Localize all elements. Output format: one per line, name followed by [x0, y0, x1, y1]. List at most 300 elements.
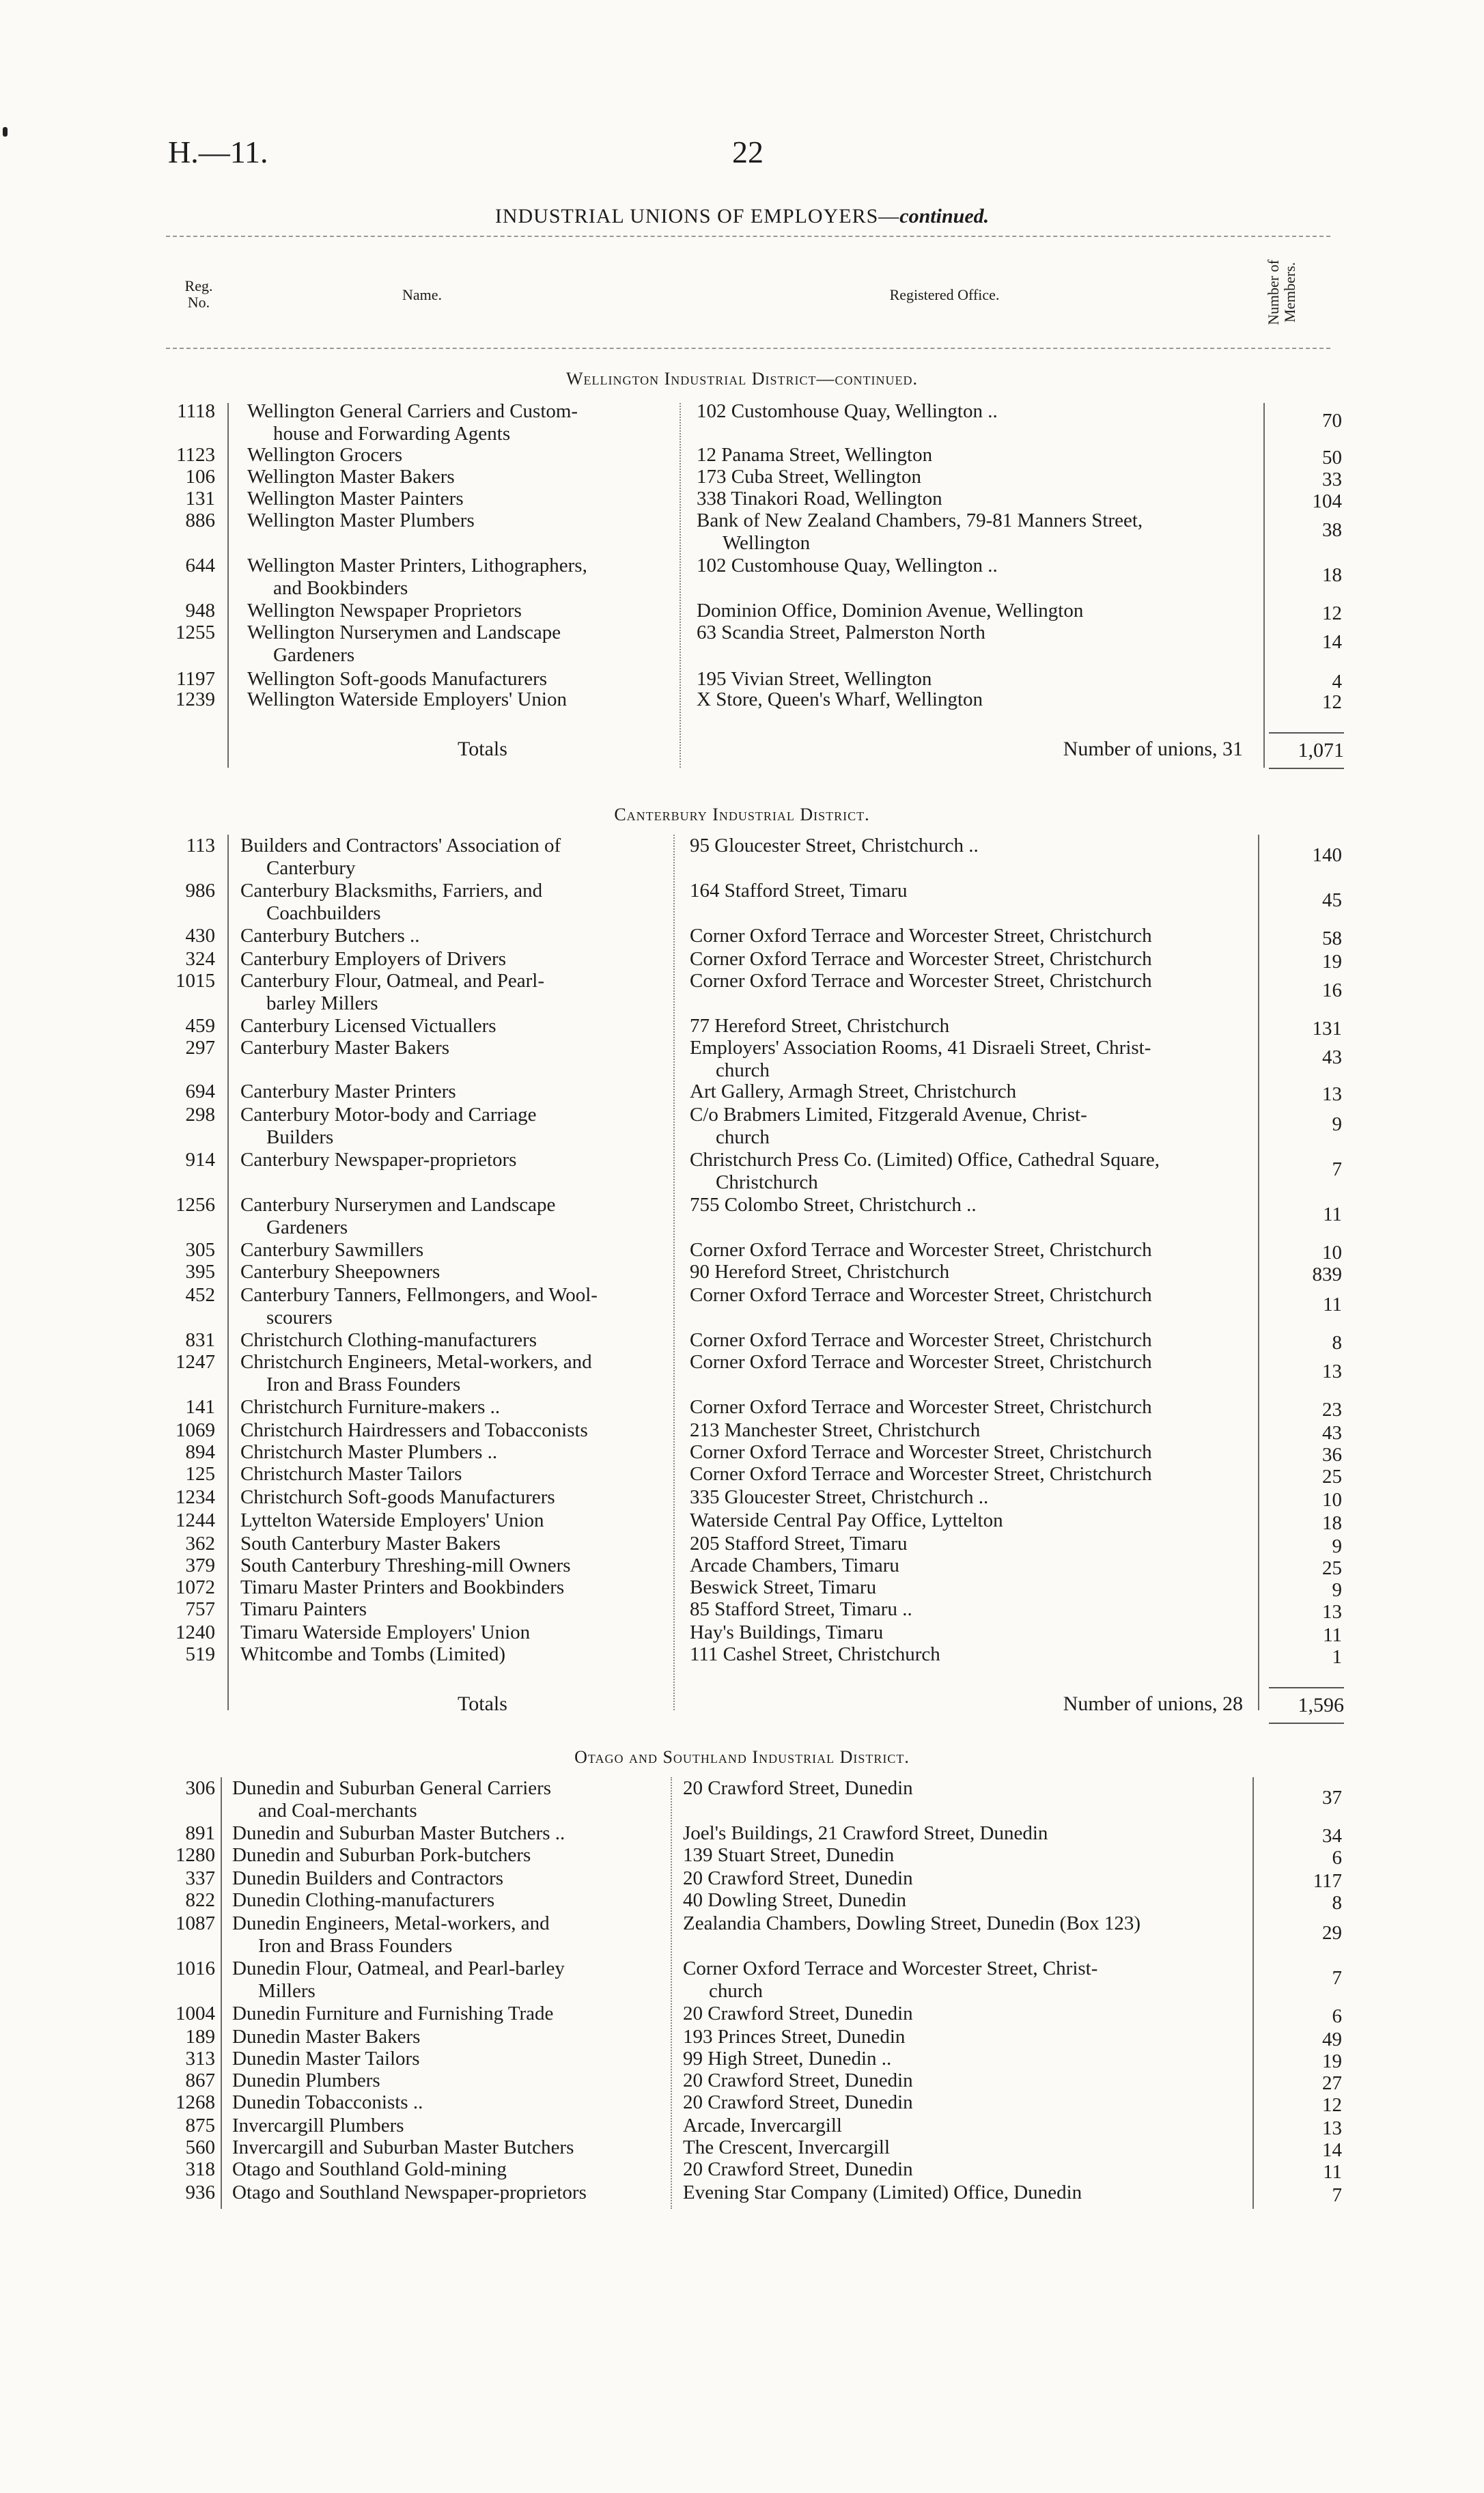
- column-rule: [221, 1777, 222, 2209]
- reg-number: 189: [185, 2026, 215, 2048]
- registered-office: [690, 880, 1267, 902]
- union-name: [240, 1104, 677, 1149]
- registered-office: [690, 1533, 1267, 1555]
- office-line-first: 173 Cuba Street, Wellington: [697, 466, 921, 488]
- union-name: [240, 1194, 677, 1239]
- union-name-first: Whitcombe and Tombs (Limited): [240, 1643, 506, 1665]
- reg-number: 875: [185, 2115, 215, 2136]
- registered-office: [690, 1419, 1267, 1442]
- union-name: [240, 1621, 677, 1644]
- office-line-first: 193 Princes Street, Dunedin: [683, 2026, 906, 2048]
- office-line-first: 20 Crawford Street, Dunedin: [683, 2091, 913, 2113]
- reg-number: 694: [185, 1081, 215, 1102]
- registered-office: [690, 1015, 1267, 1037]
- total-members: 1,071: [1269, 732, 1344, 769]
- office-line-first: Employers' Association Rooms, 41 Disraeli Street, Christ-: [690, 1037, 1151, 1059]
- page-title: [0, 205, 1484, 228]
- registered-office: [683, 1958, 1260, 2003]
- reg-number: 324: [185, 948, 215, 970]
- union-name: [240, 1037, 677, 1059]
- member-count: 25: [1322, 1557, 1342, 1579]
- reg-number: 867: [185, 2070, 215, 2091]
- member-count: 14: [1322, 2139, 1342, 2161]
- office-line-first: 90 Hereford Street, Christchurch: [690, 1261, 950, 1283]
- reg-number: 1280: [176, 1844, 215, 1866]
- union-name-first: Canterbury Sawmillers: [240, 1239, 424, 1261]
- member-count: 18: [1322, 1512, 1342, 1534]
- reg-number: 1247: [176, 1351, 215, 1373]
- union-name: [232, 2091, 669, 2114]
- union-name-first: Christchurch Master Plumbers ..: [240, 1441, 498, 1463]
- registered-office: [690, 1621, 1267, 1644]
- union-name: [232, 2026, 669, 2048]
- reg-number: 362: [185, 1533, 215, 1555]
- member-count: 45: [1322, 889, 1342, 911]
- union-name: [240, 1486, 677, 1509]
- column-rule: [227, 835, 229, 1710]
- union-name-first: Dunedin Builders and Contractors: [232, 1867, 504, 1889]
- reg-number: 894: [185, 1441, 215, 1463]
- union-name: [232, 1867, 669, 1890]
- office-line-cont: Wellington: [723, 532, 811, 554]
- office-line-first: Corner Oxford Terrace and Worcester Street, Christchurch: [690, 1239, 1152, 1261]
- reg-number: 831: [185, 1329, 215, 1351]
- title-main: INDUSTRIAL UNIONS OF EMPLOYERS—: [494, 205, 900, 227]
- member-count: 58: [1322, 928, 1342, 949]
- member-count: 11: [1323, 1294, 1342, 1315]
- union-name: [240, 1261, 677, 1283]
- union-name: [240, 1509, 677, 1532]
- reg-number: 948: [185, 600, 215, 622]
- registered-office: [690, 835, 1267, 857]
- union-name-first: Lyttelton Waterside Employers' Union: [240, 1509, 544, 1531]
- union-name-cont: Canterbury: [266, 857, 356, 879]
- member-count: 43: [1322, 1422, 1342, 1444]
- union-name-first: Canterbury Master Printers: [240, 1081, 456, 1102]
- office-line-first: Dominion Office, Dominion Avenue, Wellington: [697, 600, 1084, 622]
- member-count: 10: [1322, 1242, 1342, 1264]
- registered-office: [697, 444, 1274, 466]
- col-name: Name.: [402, 286, 443, 303]
- registered-office: [690, 1194, 1267, 1216]
- union-name-first: Timaru Waterside Employers' Union: [240, 1621, 531, 1643]
- reg-number: 141: [185, 1396, 215, 1418]
- report-code: H.—11.: [168, 135, 268, 169]
- office-line-cont: church: [709, 1980, 763, 2002]
- union-name-first: Dunedin and Suburban Pork-butchers: [232, 1844, 531, 1866]
- member-count: 7: [1332, 2184, 1342, 2206]
- union-name-first: Wellington Grocers: [247, 444, 403, 466]
- office-line-first: 63 Scandia Street, Palmerston North: [697, 622, 985, 643]
- union-name: [247, 400, 684, 445]
- reg-number: 1239: [176, 688, 215, 710]
- registered-office: [690, 1598, 1267, 1621]
- union-name: [232, 1958, 669, 2003]
- registered-office: [690, 1329, 1267, 1352]
- office-line-first: 20 Crawford Street, Dunedin: [683, 2070, 913, 2091]
- registered-office: [690, 1463, 1267, 1486]
- union-count: Number of unions, 28: [1063, 1693, 1243, 1715]
- reg-number: 318: [185, 2158, 215, 2180]
- office-line-first: 213 Manchester Street, Christchurch: [690, 1419, 981, 1441]
- office-line-first: Corner Oxford Terrace and Worcester Street, Christchurch: [690, 1463, 1152, 1485]
- reg-number: 1268: [176, 2091, 215, 2113]
- union-name-first: Wellington Master Printers, Lithographers,: [247, 555, 587, 576]
- reg-number: 452: [185, 1284, 215, 1306]
- union-name-first: Wellington General Carriers and Custom-: [247, 400, 578, 422]
- member-count: 38: [1322, 519, 1342, 541]
- member-count: 839: [1312, 1264, 1342, 1285]
- registered-office: [697, 668, 1274, 691]
- office-line-cont: Christchurch: [716, 1171, 818, 1193]
- union-name: [240, 1643, 677, 1666]
- union-name: [240, 1463, 677, 1486]
- union-name-first: Wellington Waterside Employers' Union: [247, 688, 567, 710]
- union-name-first: Wellington Soft-goods Manufacturers: [247, 668, 548, 690]
- member-count: 6: [1332, 2005, 1342, 2027]
- office-line-first: Corner Oxford Terrace and Worcester Street, Christchurch: [690, 1284, 1152, 1306]
- union-name-cont: Iron and Brass Founders: [258, 1935, 453, 1957]
- office-line-first: Arcade Chambers, Timaru: [690, 1555, 899, 1576]
- member-count: 16: [1322, 979, 1342, 1001]
- office-line-first: 20 Crawford Street, Dunedin: [683, 2158, 913, 2180]
- registered-office: [697, 510, 1274, 555]
- union-name: [240, 948, 677, 971]
- union-name: [240, 1284, 677, 1329]
- member-count: 11: [1323, 1624, 1342, 1646]
- union-name: [247, 488, 684, 510]
- registered-office: [690, 925, 1267, 947]
- union-name-first: Dunedin Flour, Oatmeal, and Pearl-barley: [232, 1958, 565, 1979]
- office-line-first: Corner Oxford Terrace and Worcester Street, Christchurch: [690, 1441, 1152, 1463]
- union-name: [240, 1149, 677, 1171]
- registered-office: [683, 1867, 1260, 1890]
- union-name: [240, 925, 677, 947]
- title-continued: continued.: [899, 205, 990, 227]
- office-line-first: 20 Crawford Street, Dunedin: [683, 1777, 913, 1799]
- registered-office: [683, 2003, 1260, 2025]
- reg-number: 430: [185, 925, 215, 947]
- union-name-first: Wellington Master Plumbers: [247, 510, 475, 531]
- office-line-first: 335 Gloucester Street, Christchurch ..: [690, 1486, 989, 1508]
- union-name: [240, 1441, 677, 1464]
- office-line-first: 40 Dowling Street, Dunedin: [683, 1889, 907, 1911]
- col-office: Registered Office.: [889, 286, 1000, 303]
- reg-number: 914: [185, 1149, 215, 1171]
- union-name: [232, 2115, 669, 2137]
- union-name-first: Dunedin Master Bakers: [232, 2026, 421, 2048]
- union-name-first: Dunedin Furniture and Furnishing Trade: [232, 2003, 554, 2024]
- office-line-first: 111 Cashel Street, Christchurch: [690, 1643, 940, 1665]
- reg-number: 306: [185, 1777, 215, 1799]
- member-count: 8: [1332, 1332, 1342, 1354]
- union-name-first: Canterbury Blacksmiths, Farriers, and: [240, 880, 543, 902]
- union-name: [247, 622, 684, 667]
- office-line-first: Joel's Buildings, 21 Crawford Street, Dunedin: [683, 1822, 1048, 1844]
- union-name-first: Christchurch Furniture-makers ..: [240, 1396, 501, 1418]
- member-count: 11: [1323, 1203, 1342, 1225]
- union-name-first: Wellington Newspaper Proprietors: [247, 600, 522, 622]
- union-name: [240, 1419, 677, 1442]
- office-line-first: X Store, Queen's Wharf, Wellington: [697, 688, 983, 710]
- office-line-first: 338 Tinakori Road, Wellington: [697, 488, 942, 510]
- registered-office: [690, 1351, 1267, 1374]
- union-name-cont: Gardeners: [266, 1216, 348, 1238]
- union-name-first: South Canterbury Threshing-mill Owners: [240, 1555, 571, 1576]
- registered-office: [683, 2026, 1260, 2048]
- union-name-first: Builders and Contractors' Association of: [240, 835, 561, 856]
- registered-office: [683, 2136, 1260, 2159]
- reg-number: 560: [185, 2136, 215, 2158]
- office-line-first: 195 Vivian Street, Wellington: [697, 668, 932, 690]
- union-name: [240, 1081, 677, 1103]
- union-name-first: Dunedin Engineers, Metal-workers, and: [232, 1912, 550, 1934]
- margin-mark: [3, 127, 8, 137]
- union-name-first: Canterbury Sheepowners: [240, 1261, 440, 1283]
- registered-office: [683, 1822, 1260, 1845]
- union-name: [232, 1777, 669, 1822]
- member-count: 27: [1322, 2072, 1342, 2094]
- union-name: [240, 1351, 677, 1396]
- registered-office: [683, 2070, 1260, 2092]
- registered-office: [690, 1284, 1267, 1307]
- office-line-first: Corner Oxford Terrace and Worcester Street, Christchurch: [690, 948, 1152, 970]
- registered-office: [683, 2091, 1260, 2114]
- union-name-first: Dunedin Master Tailors: [232, 2048, 420, 2070]
- office-line-first: Beswick Street, Timaru: [690, 1576, 877, 1598]
- member-count: 10: [1322, 1489, 1342, 1511]
- union-name-first: Canterbury Employers of Drivers: [240, 948, 506, 970]
- office-line-first: The Crescent, Invercargill: [683, 2136, 891, 2158]
- reg-number: 1256: [176, 1194, 215, 1216]
- union-name: [247, 688, 684, 711]
- reg-number: 113: [186, 835, 215, 856]
- registered-office: [690, 1576, 1267, 1599]
- registered-office: [683, 1844, 1260, 1867]
- registered-office: [683, 2182, 1260, 2204]
- office-line-first: Corner Oxford Terrace and Worcester Street, Christchurch: [690, 970, 1152, 992]
- member-count: 36: [1322, 1444, 1342, 1466]
- union-name-first: Dunedin Clothing-manufacturers: [232, 1889, 495, 1911]
- union-name-cont: Millers: [258, 1980, 316, 2002]
- reg-number: 305: [185, 1239, 215, 1261]
- office-line-first: Waterside Central Pay Office, Lyttelton: [690, 1509, 1003, 1531]
- union-name: [240, 970, 677, 1015]
- union-name: [232, 2070, 669, 2092]
- reg-number: 125: [185, 1463, 215, 1485]
- union-name-cont: Gardeners: [273, 644, 355, 666]
- member-count: 19: [1322, 2050, 1342, 2072]
- office-line-first: Hay's Buildings, Timaru: [690, 1621, 884, 1643]
- union-name-first: Canterbury Motor-body and Carriage: [240, 1104, 537, 1126]
- office-line-first: 755 Colombo Street, Christchurch ..: [690, 1194, 977, 1216]
- reg-number: 757: [185, 1598, 215, 1620]
- union-name-cont: barley Millers: [266, 992, 378, 1014]
- reg-number: 1240: [176, 1621, 215, 1643]
- office-line-first: Corner Oxford Terrace and Worcester Street, Christchurch: [690, 925, 1152, 947]
- reg-number: 644: [185, 555, 215, 576]
- registered-office: [690, 1149, 1267, 1194]
- union-name-first: Christchurch Master Tailors: [240, 1463, 462, 1485]
- reg-number: 1123: [176, 444, 215, 466]
- union-name: [240, 880, 677, 925]
- member-count: 25: [1322, 1466, 1342, 1488]
- union-name: [247, 668, 684, 691]
- member-count: 104: [1312, 490, 1342, 512]
- office-line-first: 77 Hereford Street, Christchurch: [690, 1015, 950, 1037]
- registered-office: [683, 2048, 1260, 2070]
- reg-number: 1118: [177, 400, 215, 422]
- office-line-first: C/o Brabmers Limited, Fitzgerald Avenue, Christ-: [690, 1104, 1087, 1126]
- reg-number: 1255: [176, 622, 215, 643]
- registered-office: [683, 2158, 1260, 2181]
- registered-office: [697, 466, 1274, 488]
- union-name-first: Canterbury Nurserymen and Landscape: [240, 1194, 556, 1216]
- union-name-first: Invercargill Plumbers: [232, 2115, 404, 2136]
- member-count: 43: [1322, 1046, 1342, 1068]
- registered-office: [690, 1396, 1267, 1419]
- reg-number: 519: [185, 1643, 215, 1665]
- member-count: 12: [1322, 2094, 1342, 2116]
- registered-office: [690, 1037, 1267, 1082]
- union-name-first: Wellington Master Bakers: [247, 466, 455, 488]
- union-name: [232, 1912, 669, 1958]
- office-line-first: Art Gallery, Armagh Street, Christchurch: [690, 1081, 1017, 1102]
- reg-number: 1069: [176, 1419, 215, 1441]
- reg-number: 298: [185, 1104, 215, 1126]
- reg-number: 936: [185, 2182, 215, 2203]
- reg-number: 986: [185, 880, 215, 902]
- member-count: 29: [1322, 1922, 1342, 1944]
- section-title: Canterbury Industrial District.: [614, 805, 870, 824]
- union-name: [232, 2136, 669, 2159]
- union-name-cont: Iron and Brass Founders: [266, 1374, 461, 1395]
- registered-office: [690, 948, 1267, 971]
- union-name-first: Wellington Master Painters: [247, 488, 464, 510]
- member-count: 117: [1313, 1870, 1342, 1892]
- office-line-cont: church: [716, 1126, 770, 1148]
- union-name: [232, 2048, 669, 2070]
- member-count: 1: [1332, 1646, 1342, 1668]
- registered-office: [690, 1441, 1267, 1464]
- registered-office: [690, 1104, 1267, 1149]
- office-line-first: Corner Oxford Terrace and Worcester Street, Christchurch: [690, 1329, 1152, 1351]
- office-line-first: Arcade, Invercargill: [683, 2115, 842, 2136]
- reg-number: 1004: [176, 2003, 215, 2024]
- union-name-cont: house and Forwarding Agents: [273, 423, 511, 445]
- reg-number: 395: [185, 1261, 215, 1283]
- union-name: [247, 600, 684, 622]
- office-line-first: Corner Oxford Terrace and Worcester Street, Christchurch: [690, 1351, 1152, 1373]
- registered-office: [690, 1555, 1267, 1577]
- union-name-first: Canterbury Newspaper-proprietors: [240, 1149, 517, 1171]
- reg-number: 1072: [176, 1576, 215, 1598]
- office-line-first: 164 Stafford Street, Timaru: [690, 880, 908, 902]
- registered-office: [683, 1889, 1260, 1912]
- union-name-first: Timaru Master Printers and Bookbinders: [240, 1576, 565, 1598]
- member-count: 8: [1332, 1892, 1342, 1914]
- union-name: [247, 510, 684, 532]
- section-title: Otago and Southland Industrial District.: [574, 1747, 910, 1767]
- union-name: [232, 2158, 669, 2181]
- union-name: [232, 2182, 669, 2204]
- office-line-first: 20 Crawford Street, Dunedin: [683, 2003, 913, 2024]
- union-name-first: Canterbury Flour, Oatmeal, and Pearl-: [240, 970, 544, 992]
- union-name: [232, 1822, 669, 1845]
- office-line-first: 102 Customhouse Quay, Wellington ..: [697, 400, 998, 422]
- member-count: 13: [1322, 2117, 1342, 2139]
- reg-number: 459: [185, 1015, 215, 1037]
- union-name-first: Dunedin and Suburban Master Butchers ..: [232, 1822, 565, 1844]
- registered-office: [690, 1509, 1267, 1532]
- page-number: 22: [732, 135, 764, 169]
- union-name-first: South Canterbury Master Bakers: [240, 1533, 501, 1555]
- col-reg-no: Reg. No.: [184, 277, 213, 311]
- union-name: [232, 2003, 669, 2025]
- member-count: 131: [1312, 1018, 1342, 1040]
- union-name-first: Christchurch Soft-goods Manufacturers: [240, 1486, 555, 1508]
- registered-office: [697, 400, 1274, 423]
- member-count: 70: [1322, 410, 1342, 432]
- office-line-first: 139 Stuart Street, Dunedin: [683, 1844, 895, 1866]
- office-line-first: 85 Stafford Street, Timaru ..: [690, 1598, 912, 1620]
- union-name: [247, 466, 684, 488]
- reg-number: 1234: [176, 1486, 215, 1508]
- registered-office: [690, 1486, 1267, 1509]
- union-name-first: Dunedin Plumbers: [232, 2070, 380, 2091]
- union-name-first: Wellington Nurserymen and Landscape: [247, 622, 561, 643]
- union-name-first: Canterbury Licensed Victuallers: [240, 1015, 496, 1037]
- office-line-first: Evening Star Company (Limited) Office, Dunedin: [683, 2182, 1082, 2203]
- office-line-first: 205 Stafford Street, Timaru: [690, 1533, 908, 1555]
- member-count: 9: [1332, 1579, 1342, 1601]
- reg-number: 1087: [176, 1912, 215, 1934]
- registered-office: [697, 622, 1274, 644]
- union-name: [232, 1889, 669, 1912]
- reg-number: 1016: [176, 1958, 215, 1979]
- member-count: 12: [1322, 602, 1342, 624]
- table-header: [166, 236, 1330, 349]
- union-name-first: Invercargill and Suburban Master Butchers: [232, 2136, 574, 2158]
- office-line-cont: church: [716, 1059, 770, 1081]
- member-count: 9: [1332, 1535, 1342, 1557]
- office-line-first: 20 Crawford Street, Dunedin: [683, 1867, 913, 1889]
- office-line-first: Christchurch Press Co. (Limited) Office, Cathedral Square,: [690, 1149, 1160, 1171]
- member-count: 33: [1322, 469, 1342, 490]
- reg-number: 131: [185, 488, 215, 510]
- member-count: 19: [1322, 951, 1342, 973]
- totals-label: Totals: [458, 738, 507, 760]
- union-name: [240, 1015, 677, 1037]
- reg-number: 1244: [176, 1509, 215, 1531]
- union-name-first: Otago and Southland Gold-mining: [232, 2158, 507, 2180]
- member-count: 18: [1322, 564, 1342, 586]
- registered-office: [697, 555, 1274, 577]
- union-name-first: Dunedin and Suburban General Carriers: [232, 1777, 552, 1799]
- member-count: 34: [1322, 1825, 1342, 1847]
- member-count: 7: [1332, 1158, 1342, 1180]
- union-name: [240, 835, 677, 880]
- member-count: 140: [1312, 844, 1342, 866]
- member-count: 13: [1322, 1083, 1342, 1105]
- union-name: [240, 1239, 677, 1262]
- reg-number: 1197: [176, 668, 215, 690]
- office-line-first: 102 Customhouse Quay, Wellington ..: [697, 555, 998, 576]
- member-count: 50: [1322, 447, 1342, 469]
- registered-office: [683, 2115, 1260, 2137]
- member-count: 23: [1322, 1399, 1342, 1421]
- reg-number: 379: [185, 1555, 215, 1576]
